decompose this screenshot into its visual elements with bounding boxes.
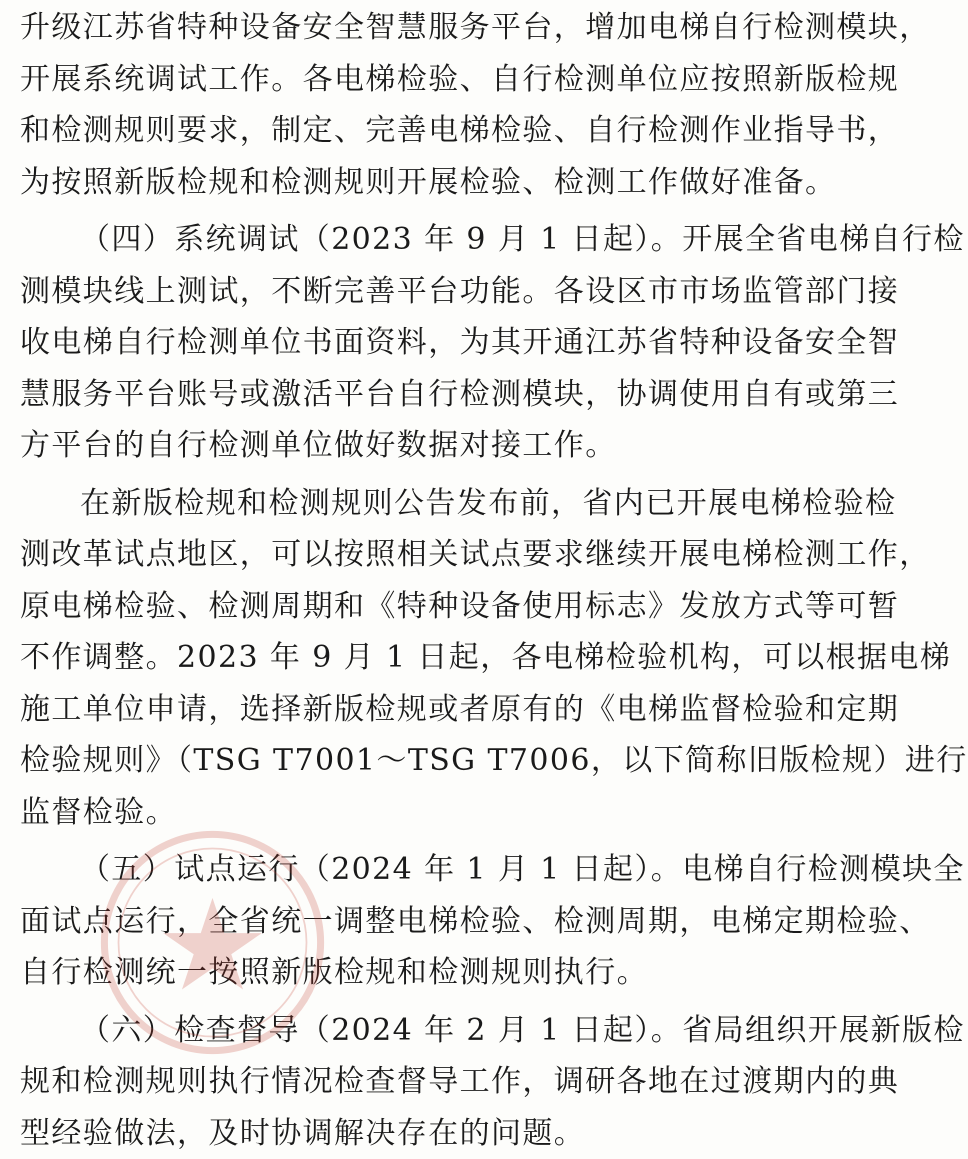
text-line: 不作调整。2023 年 9 月 1 日起，各电梯检验机构，可以根据电梯	[20, 632, 842, 684]
paragraph	[20, 478, 842, 839]
text-line: （六）检查督导（2024 年 2 月 1 日起）。省局组织开展新版检	[20, 1005, 842, 1057]
text-line: 规和检测规则执行情况检查督导工作，调研各地在过渡期内的典	[20, 1056, 842, 1108]
paragraph	[20, 844, 842, 999]
paragraph	[20, 214, 842, 472]
text-line: 型经验做法，及时协调解决存在的问题。	[20, 1108, 842, 1159]
text-line: 在新版检规和检测规则公告发布前，省内已开展电梯检验检	[20, 478, 842, 530]
text-line: 收电梯自行检测单位书面资料，为其开通江苏省特种设备安全智	[20, 317, 842, 369]
paragraph	[20, 2, 842, 208]
text-line: 施工单位申请，选择新版检规或者原有的《电梯监督检验和定期	[20, 684, 842, 736]
text-line: 慧服务平台账号或激活平台自行检测模块，协调使用自有或第三	[20, 369, 842, 421]
text-line: 开展系统调试工作。各电梯检验、自行检测单位应按照新版检规	[20, 54, 842, 106]
text-line: 和检测规则要求，制定、完善电梯检验、自行检测作业指导书，	[20, 105, 842, 157]
text-line: 自行检测统一按照新版检规和检测规则执行。	[20, 947, 842, 999]
text-line: 测模块线上测试，不断完善平台功能。各设区市市场监管部门接	[20, 266, 842, 318]
text-line: 升级江苏省特种设备安全智慧服务平台，增加电梯自行检测模块，	[20, 2, 842, 54]
text-line: 监督检验。	[20, 787, 842, 839]
text-line: 为按照新版检规和检测规则开展检验、检测工作做好准备。	[20, 157, 842, 209]
document-body	[20, 2, 842, 1159]
text-line: 面试点运行，全省统一调整电梯检验、检测周期，电梯定期检验、	[20, 896, 842, 948]
paragraph	[20, 1005, 842, 1159]
text-line: 测改革试点地区，可以按照相关试点要求继续开展电梯检测工作，	[20, 529, 842, 581]
text-line: 原电梯检验、检测周期和《特种设备使用标志》发放方式等可暂	[20, 581, 842, 633]
text-line: 方平台的自行检测单位做好数据对接工作。	[20, 420, 842, 472]
text-line: 检验规则》（TSG T7001～TSG T7006，以下简称旧版检规）进行	[20, 735, 842, 787]
text-line: （四）系统调试（2023 年 9 月 1 日起）。开展全省电梯自行检	[20, 214, 842, 266]
text-line: （五）试点运行（2024 年 1 月 1 日起）。电梯自行检测模块全	[20, 844, 842, 896]
